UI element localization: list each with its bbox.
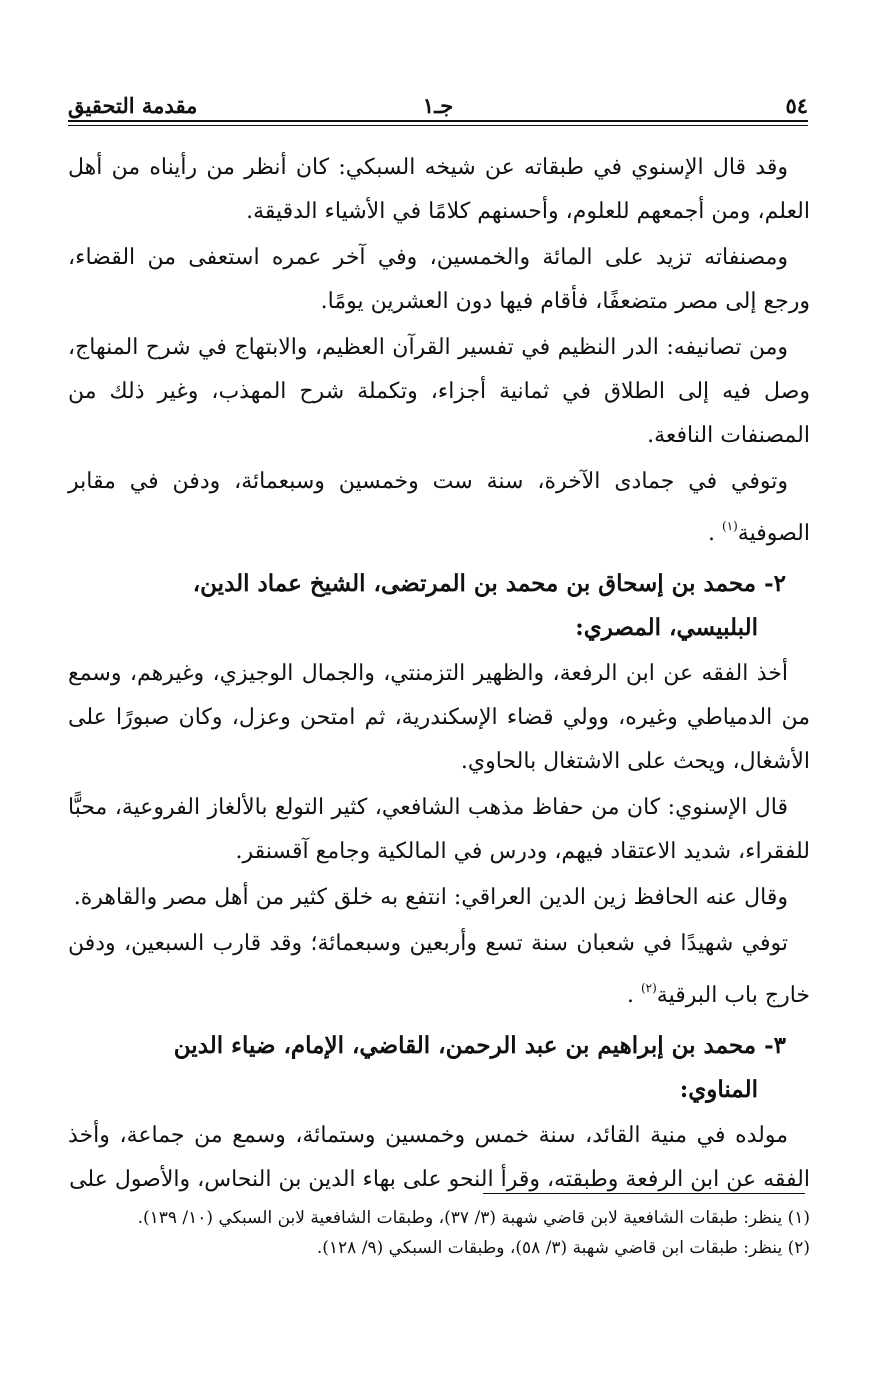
paragraph: وتوفي في جمادى الآخرة، سنة ست وخمسين وسبعمائة، ودفن في مقابر الصوفية$^{(١)}$ .	[68, 469, 810, 546]
page-number: ٥٤	[785, 93, 808, 118]
entry-heading: ٢- محمد بن إسحاق بن محمد بن المرتضى، الشيخ عماد الدين، البلبيسي، المصري:	[192, 570, 786, 641]
paragraph: ومصنفاته تزيد على المائة والخمسين، وفي آخر عمره استعفى من القضاء، ورجع إلى مصر متضعفًا، فأقام فيها دون العشرين يومًا.	[68, 245, 810, 314]
volume-label: جـ١	[422, 93, 454, 118]
footnote-ref[interactable]: (٢)	[640, 981, 657, 995]
paragraph: قال الإسنوي: كان من حفاظ مذهب الشافعي، كثير التولع بالألغاز الفروعية، محبًّا للفقراء، شديد الاعتقاد فيهم، ودرس في المالكية وجامع آقسنقر.	[68, 795, 810, 864]
footnote: (١) ينظر: طبقات الشافعية لابن قاضي شهبة (٣/ ٣٧)، وطبقات الشافعية لابن السبكي (١٠/ ١٣٩).	[137, 1208, 810, 1228]
footnote-ref[interactable]: (١)	[721, 519, 738, 533]
footnotes	[68, 1203, 810, 1263]
footnote: (٢) ينظر: طبقات ابن قاضي شهبة (٣/ ٥٨)، وطبقات السبكي (٩/ ١٢٨).	[316, 1238, 810, 1258]
main-text	[68, 146, 810, 1204]
paragraph: وقال عنه الحافظ زين الدين العراقي: انتفع به خلق كثير من أهل مصر والقاهرة.	[73, 885, 788, 910]
paragraph: أخذ الفقه عن ابن الرفعة، والظهير التزمنتي، والجمال الوجيزي، وغيرهم، وسمع من الدمياطي وغيره، وولي قضاء الإسكندرية، ثم امتحن وعزل، وكان صبورًا على الأشغال، ويحث على الاشتغال بالحاوي.	[68, 661, 810, 774]
header-rule-thin	[68, 125, 808, 126]
header-rule-thick	[68, 120, 808, 122]
paragraph: توفي شهيدًا في شعبان سنة تسع وأربعين وسبعمائة؛ وقد قارب السبعين، ودفن خارج باب البرقية$^{(٢)}$ .	[68, 931, 810, 1008]
section-title: مقدمة التحقيق	[68, 93, 198, 118]
paragraph: وقد قال الإسنوي في طبقاته عن شيخه السبكي: كان أنظر من رأيناه من أهل العلم، ومن أجمعهم للعلوم، وأحسنهم كلامًا في الأشياء الدقيقة.	[68, 155, 810, 224]
paragraph: مولده في منية القائد، سنة خمس وخمسين وستمائة، وسمع من جماعة، وأخذ الفقه عن ابن الرفعة وطبقته، وقرأ النحو على بهاء الدين بن النحاس، والأصول على	[68, 1123, 810, 1192]
footnote-rule	[483, 1193, 805, 1194]
running-header	[68, 84, 808, 118]
entry-heading: ٣- محمد بن إبراهيم بن عبد الرحمن، القاضي، الإمام، ضياء الدين المناوي:	[173, 1032, 786, 1103]
paragraph: ومن تصانيفه: الدر النظيم في تفسير القرآن العظيم، والابتهاج في شرح المنهاج، وصل فيه إلى الطلاق في ثمانية أجزاء، وتكملة شرح المهذب، وغير ذلك من المصنفات النافعة.	[68, 335, 810, 448]
